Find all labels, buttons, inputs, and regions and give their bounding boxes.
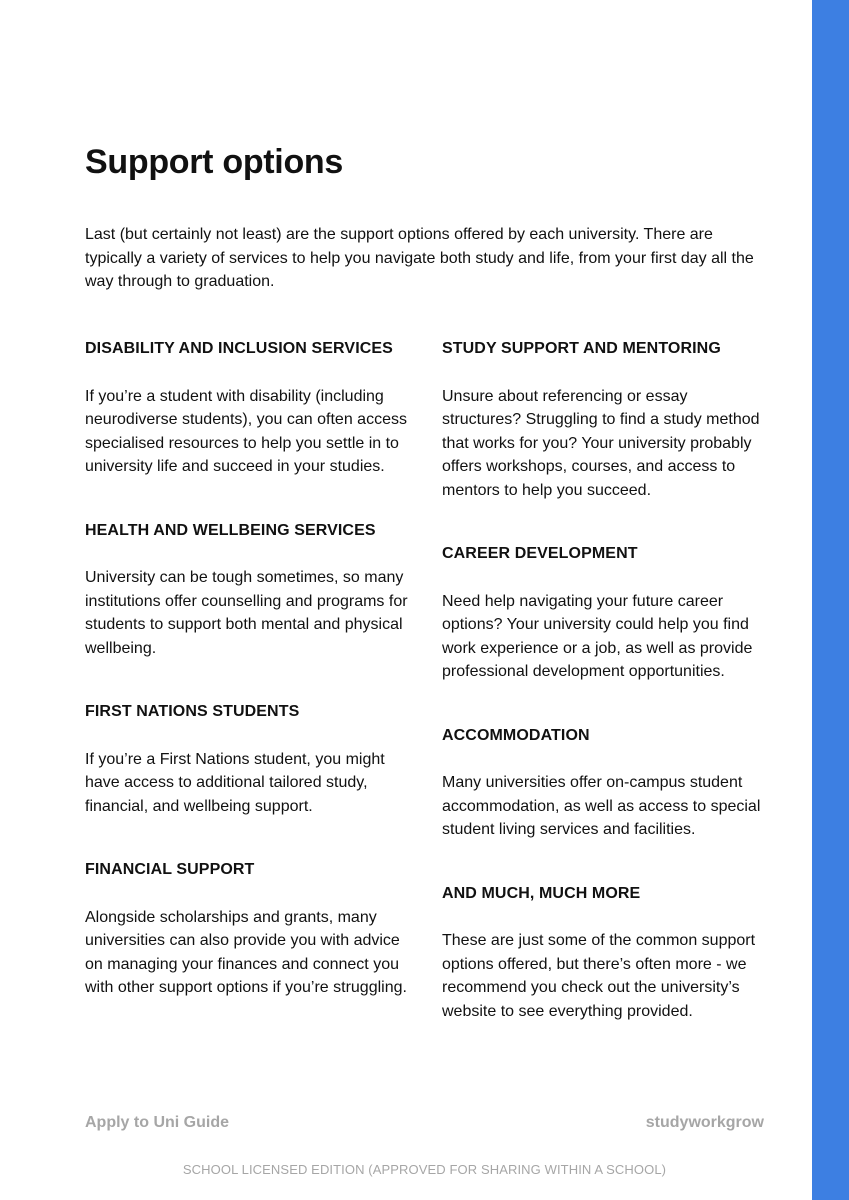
footer-brand: studyworkgrow	[645, 1114, 764, 1131]
section-body: Alongside scholarships and grants, many universities can also provide you with advice on managing your finances and connect you with other support options if you’re struggling.	[85, 908, 407, 996]
section-body: If you’re a First Nations student, you might have access to additional tailored study, financial, and wellbeing support.	[85, 750, 385, 815]
section-heading: STUDY SUPPORT AND MENTORING	[442, 340, 721, 357]
license-notice: SCHOOL LICENSED EDITION (APPROVED FOR SHARING WITHIN A SCHOOL)	[182, 1162, 667, 1177]
section-body: Unsure about referencing or essay structures? Struggling to find a study method that works for you? Your university probably offers workshops, courses, and access to mentors to help you succeed.	[442, 387, 760, 499]
section-heading: AND MUCH, MUCH MORE	[442, 884, 641, 902]
right-column	[442, 337, 767, 1063]
section-much-more	[442, 882, 767, 1024]
footer-guide-title: Apply to Uni Guide	[85, 1114, 229, 1131]
section-first-nations	[85, 700, 410, 818]
section-disability-inclusion	[85, 337, 410, 479]
left-column	[85, 337, 410, 1040]
section-body: If you’re a student with disability (including neurodiverse students), you can often access specialised resources to help you settle in to university life and succeed in your studies.	[85, 387, 407, 475]
section-heading: ACCOMMODATION	[442, 726, 590, 744]
section-heading: FIRST NATIONS STUDENTS	[85, 703, 300, 720]
accent-side-bar	[812, 0, 849, 1200]
section-body: Many universities offer on-campus student accommodation, as well as access to special student living services and facilities.	[442, 774, 761, 838]
section-study-support	[442, 337, 767, 502]
intro-paragraph: Last (but certainly not least) are the support options offered by each university. There are typically a variety of services to help you navigate both study and life, from your first day all the way through to graduation.	[85, 226, 754, 290]
section-body: University can be tough sometimes, so many institutions offer counselling and programs for students to support both mental and physical wellbeing.	[85, 569, 408, 657]
section-heading: CAREER DEVELOPMENT	[442, 545, 638, 562]
section-body: These are just some of the common support options offered, but there’s often more - we recommend you check out the university’s website to see everything provided.	[442, 932, 756, 1020]
section-financial-support	[85, 858, 410, 1000]
section-heading: HEALTH AND WELLBEING SERVICES	[85, 521, 376, 539]
section-body: Need help navigating your future career options? Your university could help you find work experience or a job, as well as provide professional development opportunities.	[442, 592, 753, 680]
section-heading: DISABILITY AND INCLUSION SERVICES	[85, 340, 393, 357]
section-career-development	[442, 542, 767, 684]
page-title: Support options	[85, 143, 344, 181]
section-heading: FINANCIAL SUPPORT	[85, 861, 255, 878]
section-accommodation	[442, 724, 767, 842]
section-health-wellbeing	[85, 519, 410, 661]
